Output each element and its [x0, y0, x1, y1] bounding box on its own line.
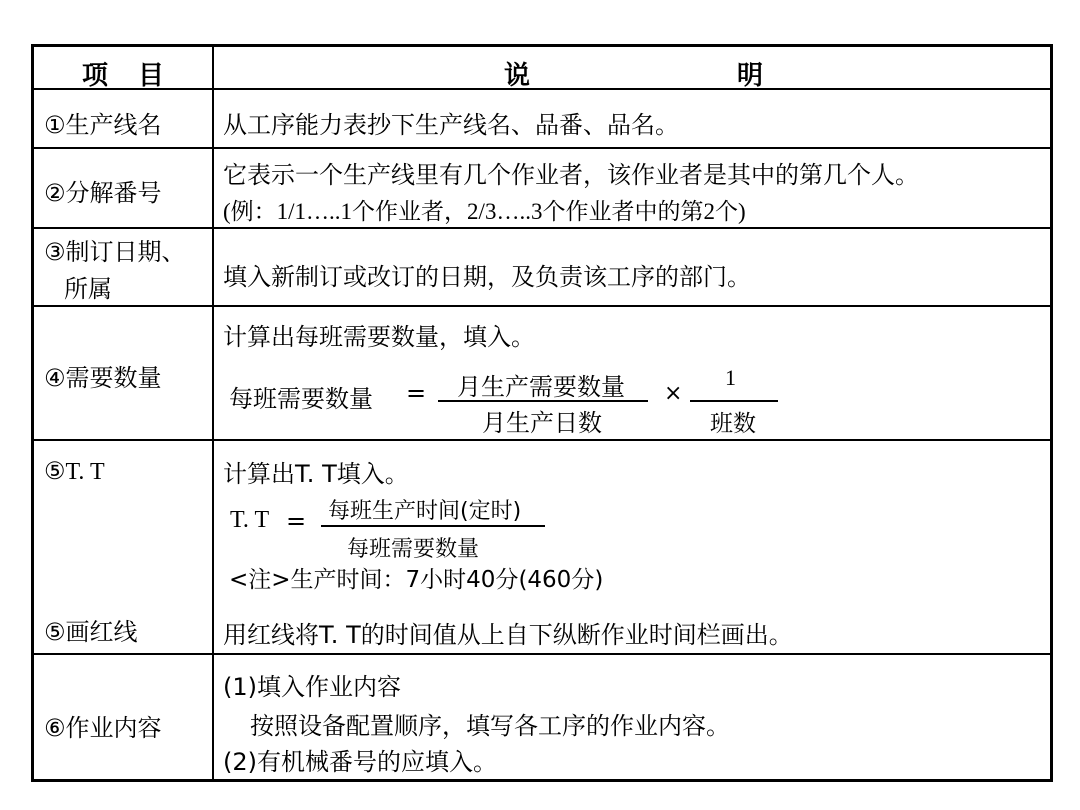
row-label-work-content: ⑥作业内容 [44, 714, 162, 742]
row-label-required-qty: ④需要数量 [44, 364, 162, 392]
row-divider [34, 227, 1050, 229]
row-label-red-line: ⑤画红线 [44, 618, 138, 646]
fraction-denominator-monthly-days: 月生产日数 [482, 409, 602, 437]
formula-equals: = [406, 379, 427, 407]
fraction-denominator-shift-qty: 每班需要数量 [347, 537, 480, 562]
row-text-work-content-1: (1)填入作业内容 [223, 673, 401, 701]
formula-lhs-tt: T. T [230, 507, 270, 533]
row-label-line-name: ①生产线名 [44, 111, 162, 139]
row-divider [34, 147, 1050, 149]
row-text-work-content-3: (2)有机械番号的应填入。 [223, 748, 497, 776]
row-divider [34, 439, 1050, 441]
header-item-left: 项 [82, 61, 109, 91]
header-desc-left: 说 [504, 61, 531, 91]
row-divider [34, 305, 1050, 307]
fraction-denominator-shifts: 班数 [710, 411, 756, 437]
row-text-line-name: 从工序能力表抄下生产线名、品番、品名。 [223, 111, 679, 139]
formula-equals-tt: = [286, 507, 307, 535]
fraction-numerator-one: 1 [725, 365, 736, 390]
instruction-table [31, 44, 1053, 782]
row-label-date-dept: ③制订日期、 [44, 238, 186, 266]
fraction-bar-tt [321, 525, 545, 527]
header-item-right: 目 [138, 61, 165, 91]
fraction-numerator-shift-time: 每班生产时间(定时) [328, 499, 522, 524]
row-example-breakdown-no: (例：1/1…..1个作业者，2/3…..3个作业者中的第2个) [223, 199, 746, 224]
note-production-time: <注>生产时间：7小时40分(460分) [229, 567, 604, 593]
formula-times: × [664, 381, 683, 406]
header-desc-right: 明 [737, 61, 764, 91]
row-label-breakdown-no: ②分解番号 [44, 179, 162, 207]
row-divider [34, 88, 1050, 90]
fraction-numerator-monthly-qty: 月生产需要数量 [457, 373, 625, 401]
fraction-bar [438, 400, 648, 402]
row-divider [34, 653, 1050, 655]
row-text-breakdown-no: 它表示一个生产线里有几个作业者，该作业者是其中的第几个人。 [223, 161, 919, 189]
row-text-date-dept: 填入新制订或改订的日期，及负责该工序的部门。 [223, 263, 751, 291]
row-label-takt-time: ⑤T. T [44, 459, 105, 485]
row-label-date-dept-2: 所属 [64, 275, 112, 303]
row-text-required-qty: 计算出每班需要数量，填入。 [223, 323, 535, 351]
column-divider [212, 47, 214, 779]
row-text-red-line: 用红线将T. T的时间值从上自下纵断作业时间栏画出。 [223, 621, 793, 649]
row-text-takt-time: 计算出T. T填入。 [223, 460, 409, 488]
formula-lhs-per-shift-qty: 每班需要数量 [229, 385, 373, 413]
fraction-bar-2 [690, 400, 778, 402]
row-text-work-content-2: 按照设备配置顺序，填写各工序的作业内容。 [250, 712, 730, 740]
